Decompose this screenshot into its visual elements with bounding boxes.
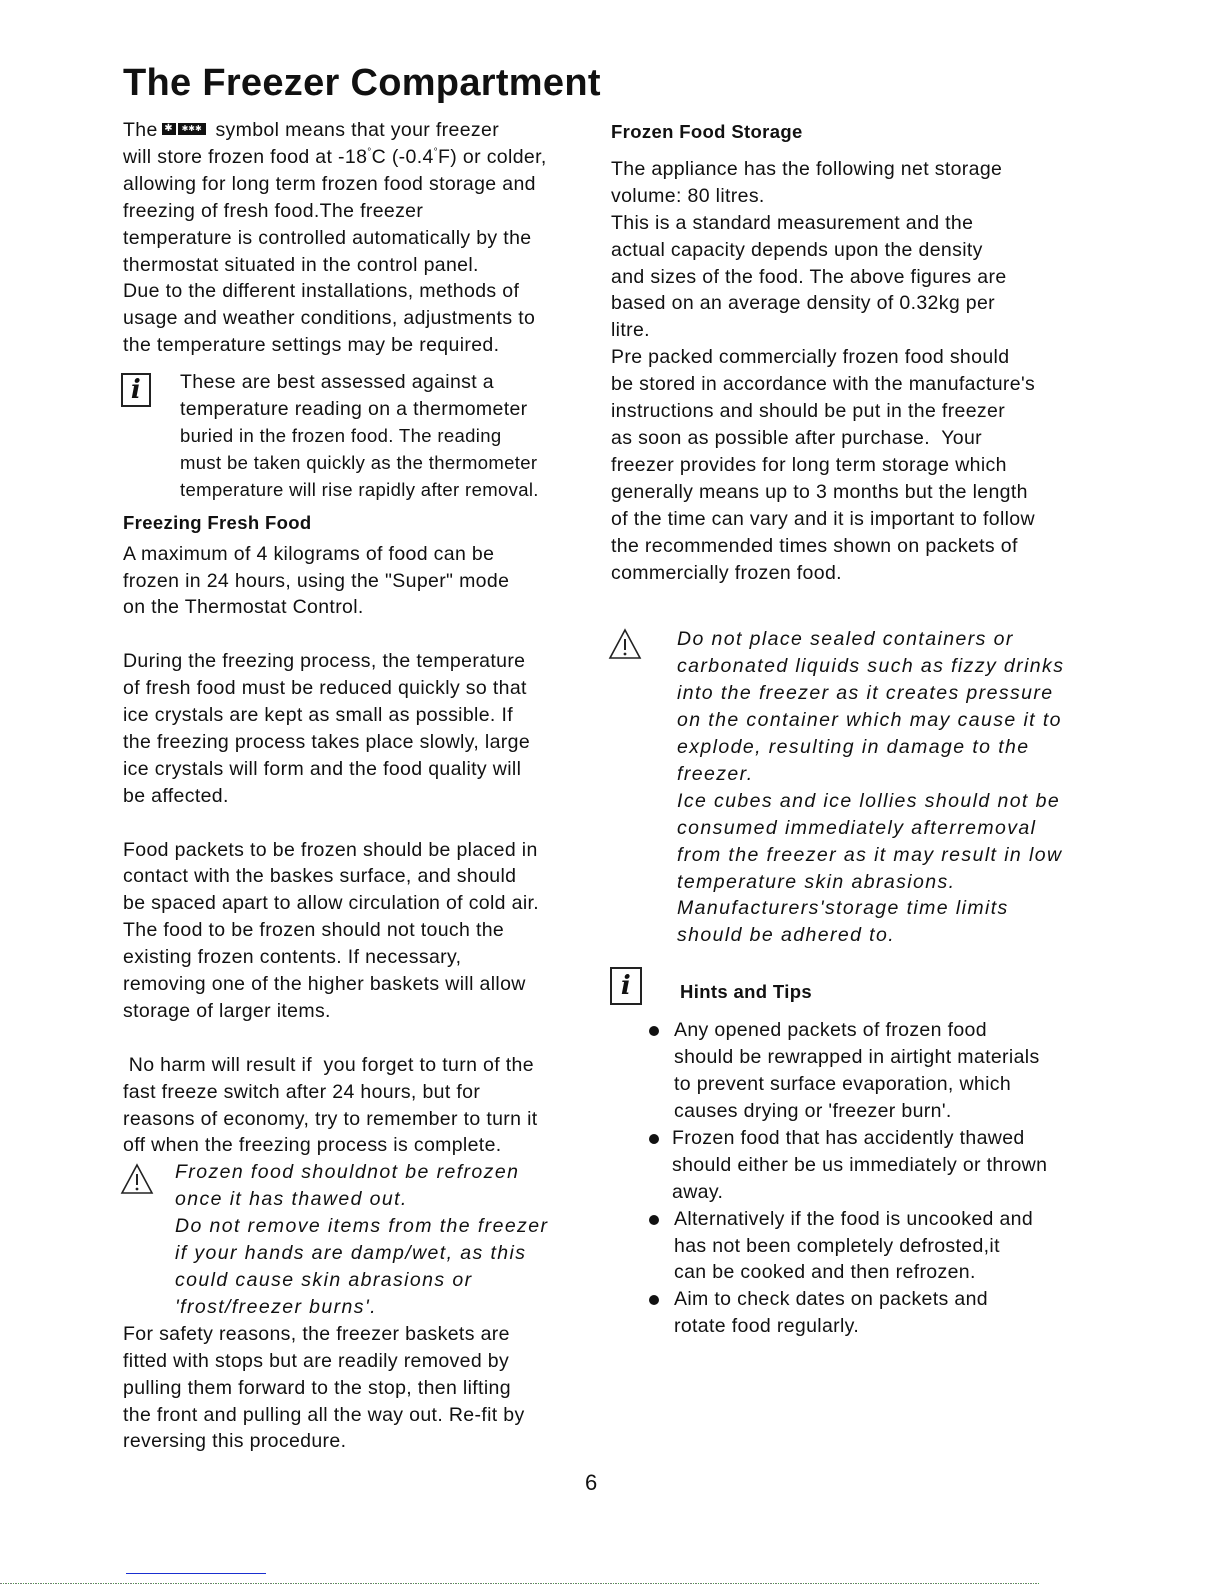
warning-line: Do not place sealed containers or [677, 628, 1014, 651]
hint-item [611, 1017, 1101, 1125]
text-line: pulling them forward to the stop, then lifting [123, 1376, 511, 1399]
hint-line: Alternatively if the food is uncooked and [674, 1207, 1034, 1230]
text-line: No harm will result if you forget to turn of the [123, 1053, 534, 1076]
info-icon: i [121, 373, 151, 407]
text-line: Pre packed commercially frozen food should [611, 346, 1010, 369]
warning-line: Do not remove items from the freezer [175, 1215, 549, 1238]
text-line: and sizes of the food. The above figures are [611, 265, 1007, 288]
text-line: reversing this procedure. [123, 1430, 347, 1453]
storage-paragraph [611, 156, 1101, 587]
warning-line: once it has thawed out. [175, 1188, 408, 1211]
text-line: For safety reasons, the freezer baskets are [123, 1322, 510, 1345]
text-line: freezer provides for long term storage which [611, 453, 1007, 476]
hint-line: causes drying or 'freezer burn'. [674, 1100, 952, 1122]
spacer [123, 810, 603, 837]
left-column [123, 117, 603, 1455]
page-bottom-rule [0, 1583, 1040, 1584]
text-line: litre. [611, 319, 650, 342]
text-line: contact with the baskes surface, and should [123, 865, 517, 888]
degree-sign: ° [433, 146, 439, 158]
warning-line: should be adhered to. [677, 924, 896, 947]
hints-and-tips [611, 967, 1101, 1340]
text-line: generally means up to 3 months but the length [611, 480, 1028, 503]
symbol-star: ✱ [162, 123, 176, 135]
hint-line: rotate food regularly. [674, 1315, 860, 1338]
text-line: the recommended times shown on packets of [611, 534, 1018, 557]
hint-line: can be cooked and then refrozen. [674, 1261, 976, 1284]
warning-line: if your hands are damp/wet, as this [175, 1242, 527, 1265]
bullet-icon [649, 1215, 659, 1225]
intro-line [123, 117, 603, 144]
hint-line: should either be us immediately or thrown [672, 1153, 1048, 1176]
info-icon: i [610, 967, 642, 1005]
text-line: be spaced apart to allow circulation of cold air. [123, 892, 540, 915]
hints-header [611, 967, 1101, 1007]
bullet-icon [649, 1295, 659, 1305]
warning-line: consumed immediately afterremoval [677, 816, 1037, 839]
text-line: This is a standard measurement and the [611, 211, 974, 234]
hint-line: has not been completely defrosted,it [674, 1234, 1000, 1257]
warning-line: into the freezer as it creates pressure [677, 682, 1054, 705]
text-line: The appliance has the following net storage [611, 157, 1003, 180]
text-line: frozen in 24 hours, using the "Super" mode [123, 569, 510, 592]
hint-item [611, 1206, 1101, 1287]
intro-line: usage and weather conditions, adjustments to [123, 307, 536, 330]
intro-text: symbol means that your freezer [215, 119, 500, 141]
text-line: ice crystals will form and the food quality will [123, 757, 522, 780]
intro-line: temperature is controlled automatically by the [123, 226, 532, 249]
freezing-paragraph-2 [123, 648, 603, 809]
intro-line: Due to the different installations, methods of [123, 280, 520, 303]
text-line: of the time can vary and it is important to follow [611, 507, 1035, 530]
text-line: the freezing process takes place slowly, large [123, 730, 531, 753]
text-line: off when the freezing process is complete. [123, 1134, 502, 1157]
symbol-stars: ✱✱✱ [178, 123, 206, 135]
warning-line: freezer. [677, 762, 754, 785]
page-title: The Freezer Compartment [123, 62, 601, 104]
intro-line: the temperature settings may be required. [123, 334, 500, 357]
four-star-freezer-symbol-icon [162, 123, 206, 135]
page-number: 6 [585, 1470, 598, 1495]
text-line: storage of larger items. [123, 999, 331, 1022]
hint-line: Aim to check dates on packets and [674, 1288, 988, 1311]
freezing-paragraph-3 [123, 837, 603, 1025]
warning-line: on the container which may cause it to [677, 709, 1062, 732]
text-line: based on an average density of 0.32kg per [611, 292, 996, 315]
warning-line: Frozen food shouldnot be refrozen [175, 1161, 520, 1184]
text-line: fitted with stops but are readily removed by [123, 1349, 510, 1372]
hint-item [611, 1125, 1101, 1206]
frozen-food-storage-heading: Frozen Food Storage [611, 121, 803, 142]
text-line: The food to be frozen should not touch the [123, 919, 505, 942]
text-line: ice crystals are kept as small as possible. If [123, 704, 513, 727]
text-line: removing one of the higher baskets will allow [123, 973, 526, 996]
hints-list [611, 1017, 1101, 1340]
footnote-rule [126, 1573, 266, 1574]
freezing-fresh-food-heading: Freezing Fresh Food [123, 511, 312, 533]
intro-text: C (-0.4 [371, 145, 434, 168]
text-line: instructions and should be put in the freezer [611, 400, 1006, 423]
intro-line: allowing for long term frozen food storage and [123, 172, 536, 195]
warning-line: from the freezer as it may result in low [677, 843, 1063, 866]
hint-line: to prevent surface evaporation, which [674, 1073, 1012, 1096]
intro-paragraph [123, 117, 603, 359]
info-note-line: temperature will rise rapidly after removal. [180, 478, 539, 500]
spacer [123, 621, 603, 648]
warning-line: Ice cubes and ice lollies should not be [677, 789, 1061, 812]
text-line: reasons of economy, try to remember to turn it [123, 1107, 538, 1130]
text-line: be stored in accordance with the manufacture's [611, 373, 1036, 396]
intro-text: The [123, 119, 158, 141]
bullet-icon [649, 1026, 659, 1036]
hints-heading: Hints and Tips [680, 981, 813, 1003]
hint-line: away. [672, 1180, 724, 1203]
warning-line: explode, resulting in damage to the [677, 736, 1030, 759]
text-line: on the Thermostat Control. [123, 596, 364, 619]
intro-text: will store frozen food at -18 [123, 145, 368, 168]
text-line: volume: 80 litres. [611, 184, 765, 207]
hint-line: Frozen food that has accidently thawed [672, 1126, 1025, 1149]
warning-icon [608, 628, 642, 660]
warning-line: carbonated liquids such as fizzy drinks [677, 655, 1065, 678]
intro-text: F) or colder, [438, 145, 547, 168]
info-note-line: These are best assessed against a [180, 371, 494, 394]
text-line: existing frozen contents. If necessary, [123, 946, 462, 969]
intro-line: thermostat situated in the control panel. [123, 253, 479, 276]
bullet-icon [649, 1134, 659, 1144]
text-line: fast freeze switch after 24 hours, but for [123, 1080, 481, 1103]
warning-line: temperature skin abrasions. [677, 870, 956, 893]
info-note-line: temperature reading on a thermometer [180, 398, 528, 421]
text-line: During the freezing process, the temperature [123, 650, 526, 673]
right-column [611, 119, 1101, 1340]
text-line: be affected. [123, 784, 229, 807]
text-line: of fresh food must be reduced quickly so that [123, 677, 527, 700]
text-line: as soon as possible after purchase. Your [611, 426, 982, 449]
text-line: commercially frozen food. [611, 561, 842, 584]
degree-sign: ° [367, 146, 372, 158]
intro-line [123, 144, 603, 171]
warning-line: Manufacturers'storage time limits [677, 897, 1009, 920]
spacer [123, 1025, 603, 1052]
freezing-paragraph-1 [123, 541, 603, 622]
sealed-containers-warning [611, 626, 1101, 949]
text-line: A maximum of 4 kilograms of food can be [123, 542, 495, 565]
freezing-paragraph-4 [123, 1052, 603, 1160]
hint-line: should be rewrapped in airtight materials [674, 1046, 1040, 1069]
info-note-line: buried in the frozen food. The reading [180, 424, 502, 446]
warning-icon [120, 1163, 154, 1195]
text-line: actual capacity depends upon the density [611, 238, 983, 261]
hint-line: Any opened packets of frozen food [674, 1019, 987, 1042]
text-line: the front and pulling all the way out. Re-fit by [123, 1403, 525, 1426]
text-line: Food packets to be frozen should be placed in [123, 838, 538, 861]
warning-line: could cause skin abrasions or [175, 1269, 473, 1292]
hint-item [611, 1286, 1101, 1340]
info-note [123, 369, 603, 504]
intro-line: freezing of fresh food.The freezer [123, 199, 424, 222]
warning-line: 'frost/freezer burns'. [175, 1295, 377, 1318]
baskets-paragraph [123, 1321, 603, 1456]
info-note-line: must be taken quickly as the thermometer [180, 451, 538, 473]
refreeze-warning [123, 1159, 603, 1320]
